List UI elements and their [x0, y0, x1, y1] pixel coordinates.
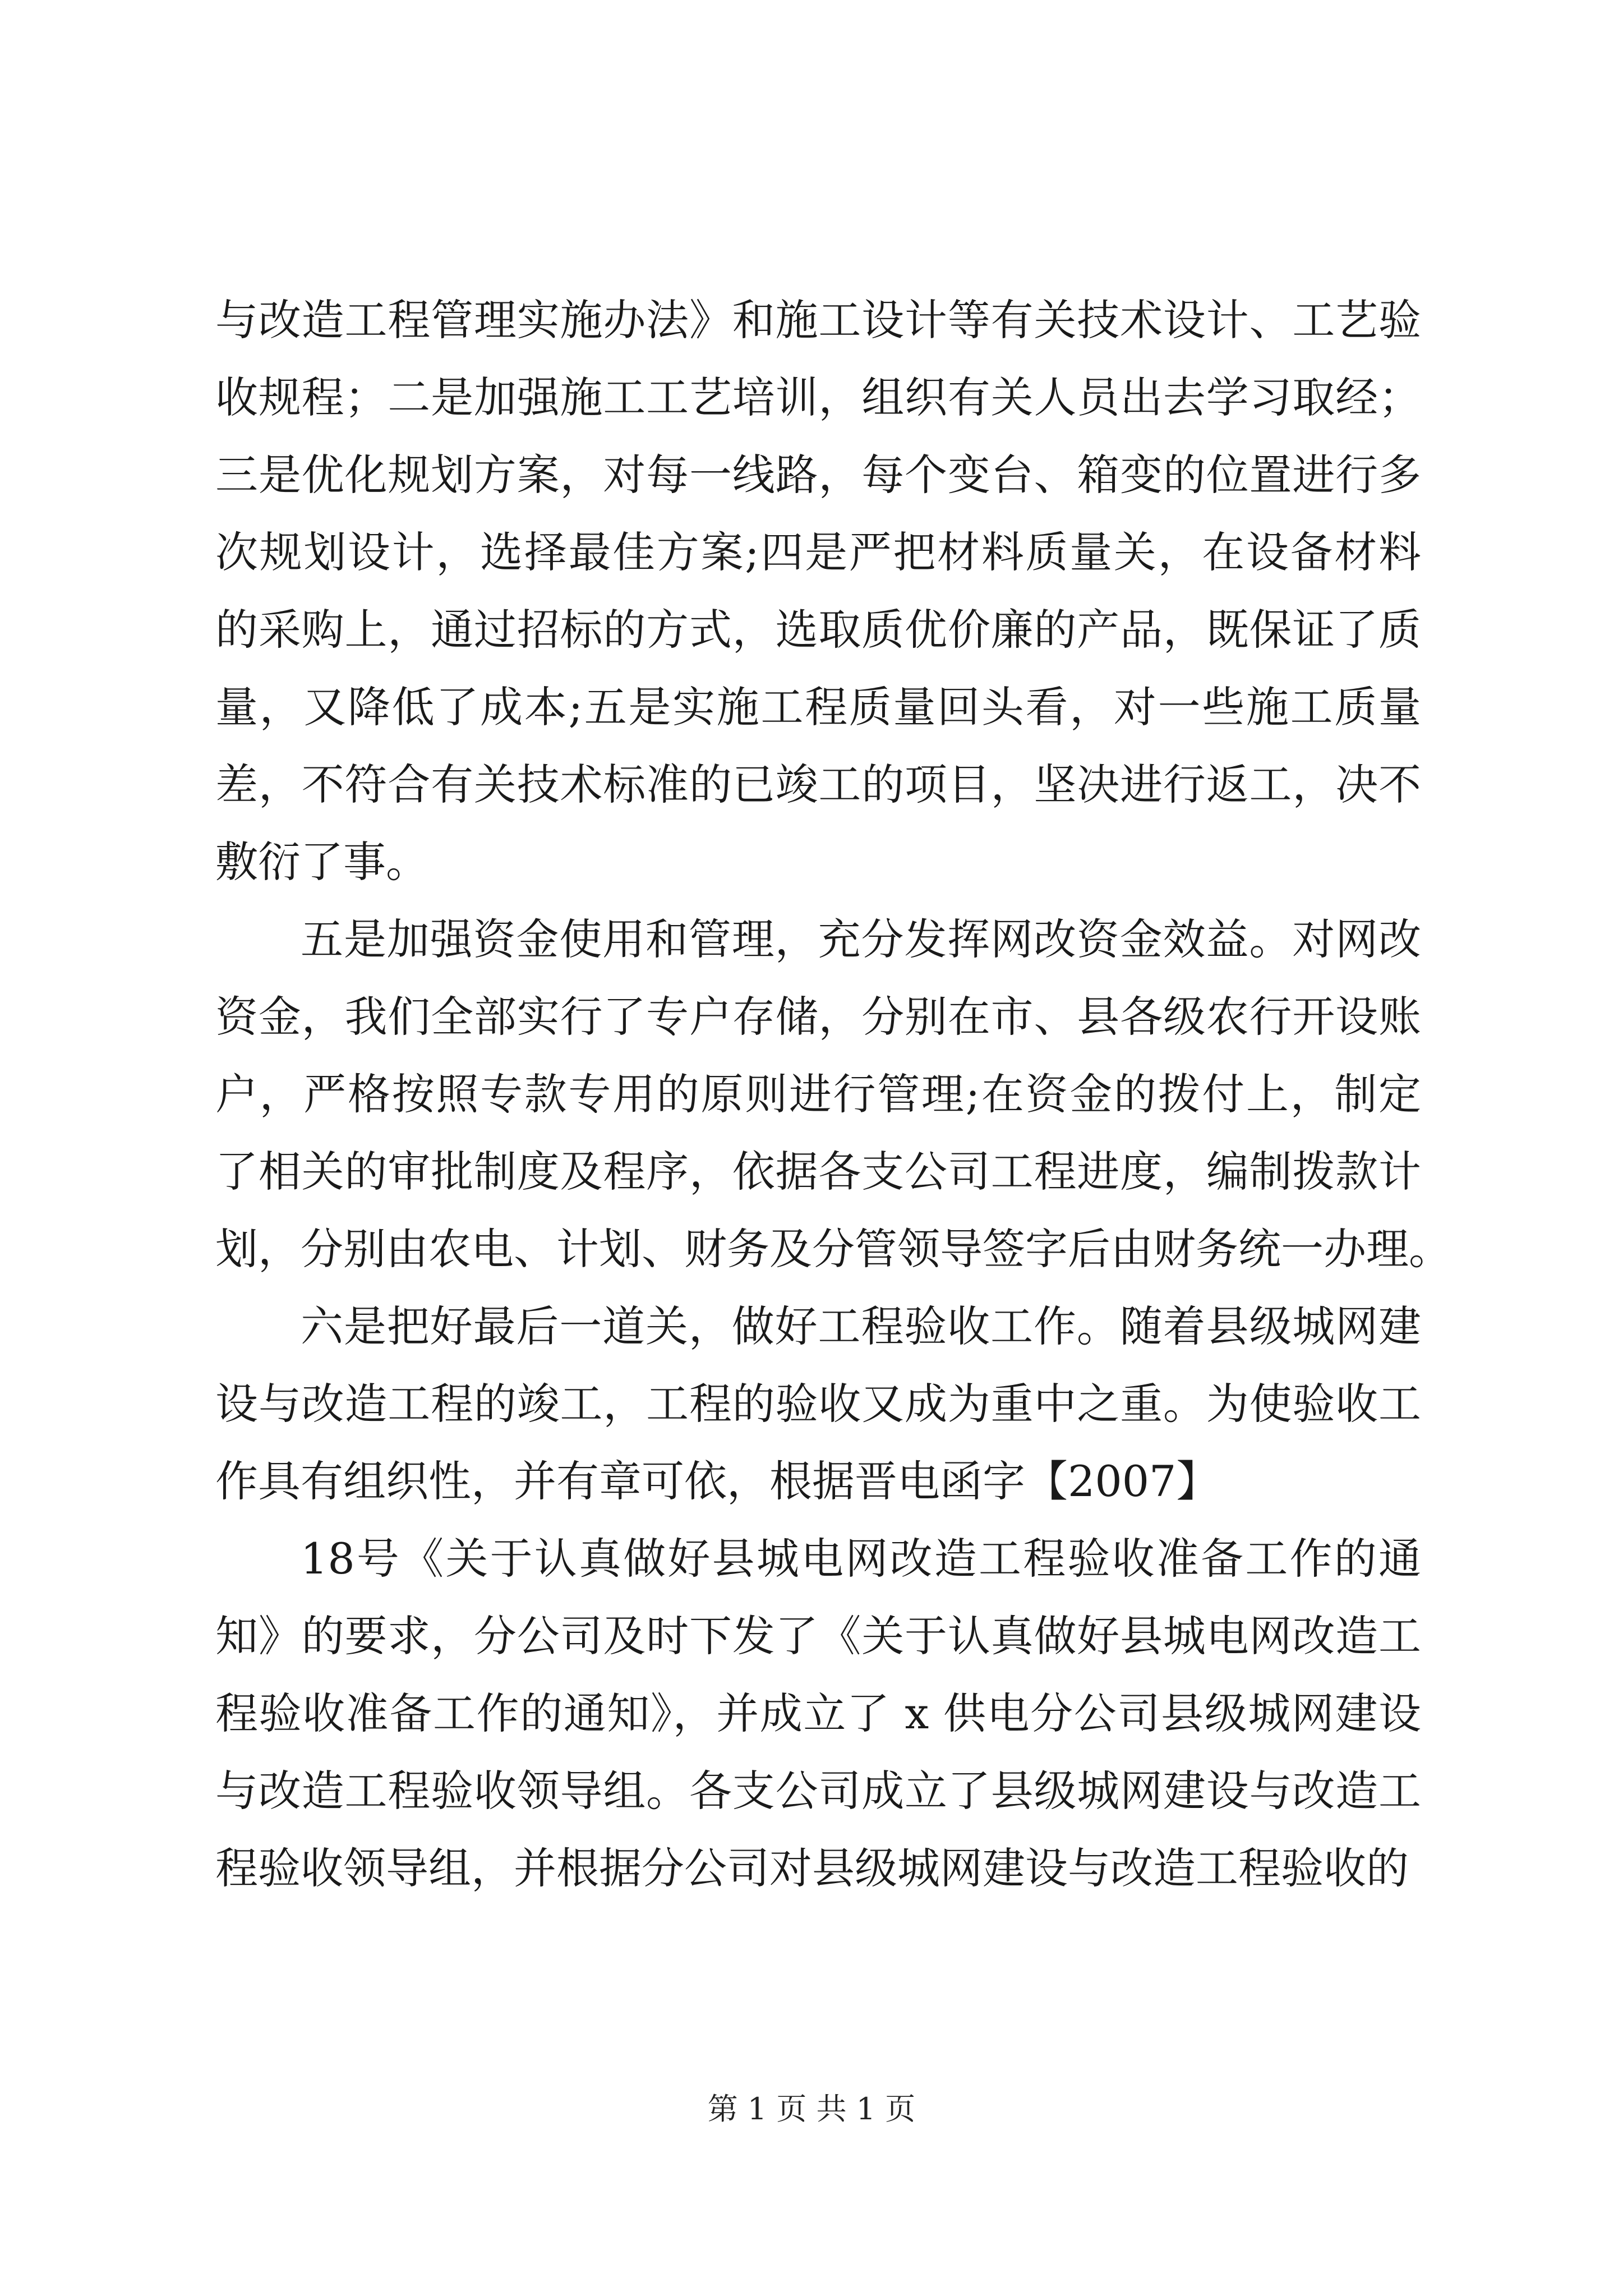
text-line: 作具有组织性，并有章可依，根据晋电函字【2007】 — [215, 1456, 1219, 1506]
text-line: 量，又降低了成本;五是实施工程质量回头看，对一些施工质量 — [215, 682, 1421, 732]
text-line: 了相关的审批制度及程序，依据各支公司工程进度，编制拨款计 — [215, 1147, 1421, 1197]
text-line: 三是优化规划方案，对每一线路，每个变台、箱变的位置进行多 — [215, 450, 1421, 500]
page-footer: 第 1 页 共 1 页 — [707, 2091, 916, 2127]
text-line: 程验收准备工作的通知》，并成立了 x 供电分公司县级城网建设 — [215, 1688, 1421, 1738]
text-line: 差，不符合有关技术标准的已竣工的项目，坚决进行返工，决不 — [215, 760, 1421, 809]
text-line: 的采购上，通过招标的方式，选取质优价廉的产品，既保证了质 — [215, 605, 1421, 655]
text-line: 五是加强资金使用和管理，充分发挥网改资金效益。对网改 — [301, 914, 1421, 964]
text-line: 与改造工程管理实施办法》和施工设计等有关技术设计、工艺验 — [215, 295, 1421, 345]
text-line: 资金，我们全部实行了专户存储，分别在市、县各级农行开设账 — [215, 992, 1421, 1042]
text-line: 程验收领导组，并根据分公司对县级城网建设与改造工程验收的 — [215, 1843, 1409, 1893]
text-line: 收规程；二是加强施工工艺培训，组织有关人员出去学习取经； — [215, 372, 1421, 422]
text-line: 18号《关于认真做好县城电网改造工程验收准备工作的通 — [301, 1534, 1421, 1584]
text-line: 次规划设计，选择最佳方案;四是严把材料质量关，在设备材料 — [215, 527, 1421, 577]
text-line: 六是把好最后一道关，做好工程验收工作。随着县级城网建 — [301, 1301, 1421, 1351]
text-line: 知》的要求，分公司及时下发了《关于认真做好县城电网改造工 — [215, 1611, 1421, 1661]
text-line: 划，分别由农电、计划、财务及分管领导签字后由财务统一办理。 — [215, 1224, 1451, 1274]
text-line: 与改造工程验收领导组。各支公司成立了县级城网建设与改造工 — [215, 1766, 1421, 1816]
text-line: 设与改造工程的竣工，工程的验收又成为重中之重。为使验收工 — [215, 1379, 1421, 1429]
text-line: 敷衍了事。 — [215, 837, 428, 887]
document-body — [215, 282, 1451, 1907]
text-line: 户，严格按照专款专用的原则进行管理;在资金的拨付上，制定 — [215, 1069, 1421, 1119]
